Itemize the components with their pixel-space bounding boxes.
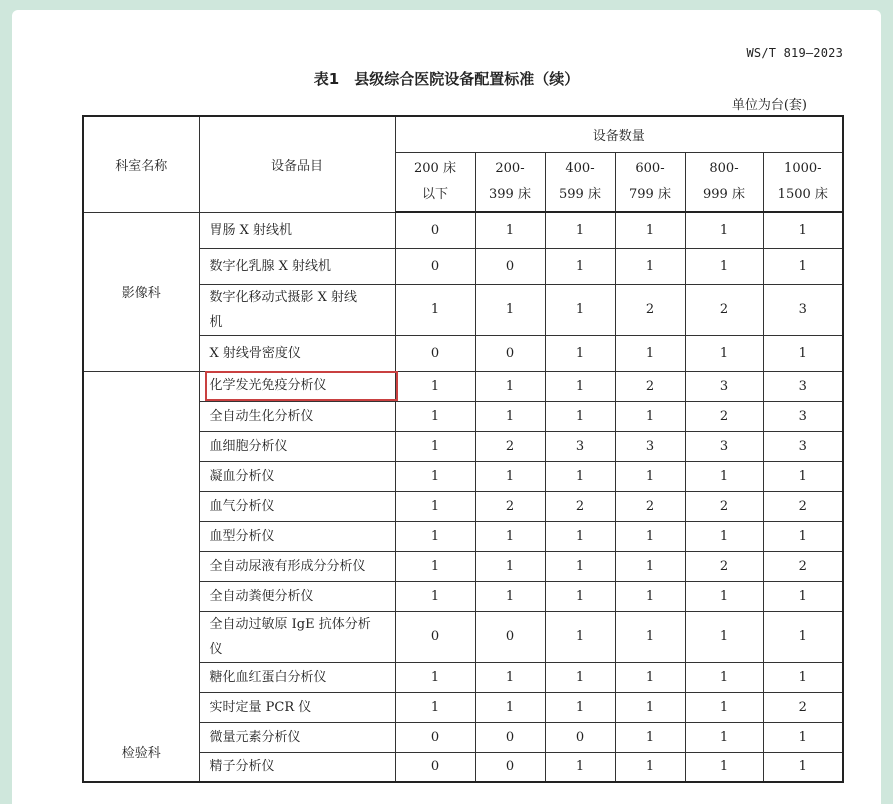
header-beds-line: 1500 床 <box>777 186 828 202</box>
quantity-cell: 1 <box>615 662 685 692</box>
standard-code: WS/T 819—2023 <box>746 46 843 60</box>
table-title: 表1 县级综合医院设备配置标准（续） <box>313 70 580 88</box>
quantity-cell: 3 <box>615 431 685 461</box>
quantity-cell: 1 <box>475 662 545 692</box>
quantity-cell: 1 <box>545 371 615 401</box>
equipment-name-text <box>210 554 395 579</box>
quantity-cell: 3 <box>685 371 763 401</box>
quantity-cell: 2 <box>763 692 843 722</box>
equipment-name-text <box>210 612 395 662</box>
quantity-cell: 1 <box>395 521 475 551</box>
quantity-cell: 0 <box>395 611 475 662</box>
header-beds-line: 399 床 <box>489 186 531 202</box>
quantity-cell: 1 <box>545 692 615 722</box>
equipment-name-text <box>210 725 395 750</box>
equipment-name <box>199 431 395 461</box>
quantity-cell: 1 <box>395 401 475 431</box>
equipment-name <box>199 752 395 782</box>
quantity-cell: 1 <box>475 212 545 248</box>
quantity-cell: 1 <box>685 212 763 248</box>
quantity-cell: 1 <box>545 248 615 284</box>
equipment-name-line: 仪 <box>209 641 223 657</box>
quantity-cell: 1 <box>763 752 843 782</box>
dept-name: 影像科 <box>83 212 199 371</box>
equipment-name <box>199 662 395 692</box>
quantity-cell: 2 <box>685 491 763 521</box>
equipment-name <box>199 371 395 401</box>
quantity-cell: 1 <box>545 401 615 431</box>
quantity-cell: 1 <box>763 248 843 284</box>
equipment-name-line: 实时定量 PCR 仪 <box>209 699 312 715</box>
quantity-cell: 1 <box>545 284 615 335</box>
document-page <box>12 10 881 804</box>
quantity-cell: 2 <box>475 491 545 521</box>
equipment-name-line: 全自动尿液有形成分分析仪 <box>209 558 366 574</box>
table-row <box>83 212 843 248</box>
equipment-name-line: 机 <box>209 314 223 330</box>
quantity-cell: 0 <box>475 752 545 782</box>
quantity-cell: 2 <box>615 284 685 335</box>
quantity-cell: 1 <box>685 581 763 611</box>
equipment-name <box>199 401 395 431</box>
equipment-name-text <box>210 494 395 519</box>
quantity-cell: 2 <box>545 491 615 521</box>
equipment-name <box>199 461 395 491</box>
equipment-name <box>199 335 395 371</box>
quantity-cell: 0 <box>395 752 475 782</box>
quantity-cell: 1 <box>545 752 615 782</box>
equipment-name-line: 糖化血红蛋白分析仪 <box>209 669 327 685</box>
quantity-cell: 1 <box>545 551 615 581</box>
equipment-name-line: 胃肠 X 射线机 <box>209 222 293 238</box>
quantity-cell: 2 <box>685 401 763 431</box>
quantity-cell: 1 <box>763 461 843 491</box>
equipment-name <box>199 611 395 662</box>
quantity-cell: 0 <box>395 248 475 284</box>
equipment-name <box>199 581 395 611</box>
equipment-name-line: 血细胞分析仪 <box>209 438 288 454</box>
header-beds-line: 600- <box>635 160 665 176</box>
quantity-cell: 1 <box>685 611 763 662</box>
equipment-name-text <box>210 665 395 690</box>
quantity-cell: 2 <box>685 551 763 581</box>
equipment-name-text <box>210 254 395 279</box>
quantity-cell: 1 <box>615 611 685 662</box>
equipment-name-line: 血型分析仪 <box>209 528 275 544</box>
quantity-cell: 1 <box>615 692 685 722</box>
equipment-name-line: 精子分析仪 <box>209 759 275 775</box>
quantity-cell: 0 <box>475 611 545 662</box>
quantity-cell: 1 <box>475 551 545 581</box>
quantity-cell: 1 <box>615 752 685 782</box>
quantity-cell: 1 <box>763 521 843 551</box>
equipment-name-text <box>210 404 395 429</box>
equipment-name <box>199 722 395 752</box>
quantity-cell: 1 <box>685 335 763 371</box>
quantity-cell: 1 <box>395 431 475 461</box>
quantity-cell: 1 <box>615 248 685 284</box>
quantity-cell: 0 <box>395 722 475 752</box>
equipment-name <box>199 521 395 551</box>
quantity-cell: 1 <box>475 401 545 431</box>
quantity-cell: 1 <box>685 722 763 752</box>
quantity-cell: 1 <box>615 401 685 431</box>
quantity-cell: 1 <box>395 371 475 401</box>
quantity-cell: 1 <box>545 461 615 491</box>
header-beds-2 <box>545 152 615 212</box>
equipment-name-text <box>210 218 395 243</box>
header-beds-line: 799 床 <box>629 186 671 202</box>
equipment-name-line: 微量元素分析仪 <box>209 729 301 745</box>
quantity-cell: 1 <box>615 335 685 371</box>
header-beds-1 <box>475 152 545 212</box>
quantity-cell: 1 <box>475 581 545 611</box>
quantity-cell: 1 <box>615 461 685 491</box>
quantity-cell: 1 <box>545 521 615 551</box>
quantity-cell: 3 <box>685 431 763 461</box>
quantity-cell: 1 <box>685 521 763 551</box>
quantity-cell: 1 <box>615 521 685 551</box>
quantity-cell: 3 <box>763 284 843 335</box>
header-qty: 设备数量 <box>395 116 843 152</box>
quantity-cell: 0 <box>395 335 475 371</box>
header-item: 设备品目 <box>199 116 395 212</box>
equipment-name <box>199 551 395 581</box>
quantity-cell: 3 <box>763 401 843 431</box>
quantity-cell: 1 <box>685 692 763 722</box>
quantity-cell: 2 <box>685 284 763 335</box>
quantity-cell: 1 <box>685 461 763 491</box>
quantity-cell: 1 <box>685 752 763 782</box>
quantity-cell: 1 <box>475 371 545 401</box>
quantity-cell: 1 <box>763 335 843 371</box>
equipment-name-text <box>210 434 395 459</box>
quantity-cell: 1 <box>545 212 615 248</box>
quantity-cell: 1 <box>395 284 475 335</box>
equipment-name-text <box>210 285 395 335</box>
dept-name: 检验科 <box>83 371 199 782</box>
header-beds-5 <box>763 152 843 212</box>
equipment-name-line: 数字化移动式摄影 X 射线 <box>209 289 358 305</box>
equipment-name-line: 全自动过敏原 IgE 抗体分析 <box>209 616 371 632</box>
equipment-name-line: 全自动粪便分析仪 <box>209 588 314 604</box>
quantity-cell: 1 <box>395 461 475 491</box>
quantity-cell: 0 <box>475 335 545 371</box>
quantity-cell: 1 <box>615 212 685 248</box>
equipment-name-line: 全自动生化分析仪 <box>209 408 314 424</box>
quantity-cell: 1 <box>395 551 475 581</box>
quantity-cell: 3 <box>763 431 843 461</box>
equipment-name-line: 数字化乳腺 X 射线机 <box>209 258 332 274</box>
equipment-table <box>82 115 844 783</box>
header-beds-line: 1000- <box>784 160 822 176</box>
quantity-cell: 1 <box>763 722 843 752</box>
header-beds-line: 599 床 <box>559 186 601 202</box>
highlighted-equipment-name <box>206 372 397 400</box>
quantity-cell: 1 <box>395 662 475 692</box>
quantity-cell: 0 <box>475 722 545 752</box>
header-beds-4 <box>685 152 763 212</box>
quantity-cell: 1 <box>763 611 843 662</box>
quantity-cell: 1 <box>475 692 545 722</box>
quantity-cell: 1 <box>615 722 685 752</box>
quantity-cell: 3 <box>545 431 615 461</box>
quantity-cell: 2 <box>763 551 843 581</box>
equipment-name-text <box>210 754 395 779</box>
quantity-cell: 3 <box>763 371 843 401</box>
quantity-cell: 1 <box>475 284 545 335</box>
equipment-name-text <box>210 524 395 549</box>
quantity-cell: 1 <box>763 581 843 611</box>
header-beds-line: 800- <box>709 160 739 176</box>
equipment-name <box>199 248 395 284</box>
quantity-cell: 1 <box>685 662 763 692</box>
equipment-name-line: 化学发光免疫分析仪 <box>209 378 327 393</box>
quantity-cell: 1 <box>763 662 843 692</box>
quantity-cell: 1 <box>615 551 685 581</box>
header-beds-3 <box>615 152 685 212</box>
equipment-name <box>199 692 395 722</box>
header-beds-line: 200 床 <box>414 160 456 176</box>
quantity-cell: 2 <box>763 491 843 521</box>
header-beds-line: 400- <box>565 160 595 176</box>
equipment-name-text <box>210 341 395 366</box>
quantity-cell: 1 <box>475 461 545 491</box>
quantity-cell: 1 <box>395 581 475 611</box>
quantity-cell: 1 <box>545 335 615 371</box>
header-beds-0 <box>395 152 475 212</box>
equipment-name <box>199 212 395 248</box>
quantity-cell: 1 <box>395 692 475 722</box>
equipment-name-line: X 射线骨密度仪 <box>209 345 301 361</box>
quantity-cell: 1 <box>615 581 685 611</box>
header-beds-line: 999 床 <box>703 186 745 202</box>
quantity-cell: 0 <box>545 722 615 752</box>
quantity-cell: 1 <box>545 581 615 611</box>
quantity-cell: 1 <box>685 248 763 284</box>
header-beds-line: 以下 <box>421 186 448 202</box>
table-row <box>83 371 843 401</box>
quantity-cell: 1 <box>545 611 615 662</box>
quantity-cell: 1 <box>395 491 475 521</box>
equipment-name-text <box>210 464 395 489</box>
quantity-cell: 1 <box>763 212 843 248</box>
quantity-cell: 0 <box>475 248 545 284</box>
equipment-name-text <box>210 584 395 609</box>
equipment-name-line: 凝血分析仪 <box>209 468 275 484</box>
unit-note: 单位为台(套) <box>731 98 807 113</box>
quantity-cell: 2 <box>475 431 545 461</box>
header-dept: 科室名称 <box>83 116 199 212</box>
header-beds-line: 200- <box>495 160 525 176</box>
equipment-name-line: 血气分析仪 <box>209 498 275 514</box>
quantity-cell: 0 <box>395 212 475 248</box>
quantity-cell: 2 <box>615 491 685 521</box>
equipment-name-text <box>210 695 395 720</box>
quantity-cell: 2 <box>615 371 685 401</box>
equipment-name <box>199 284 395 335</box>
equipment-name <box>199 491 395 521</box>
quantity-cell: 1 <box>475 521 545 551</box>
quantity-cell: 1 <box>545 662 615 692</box>
